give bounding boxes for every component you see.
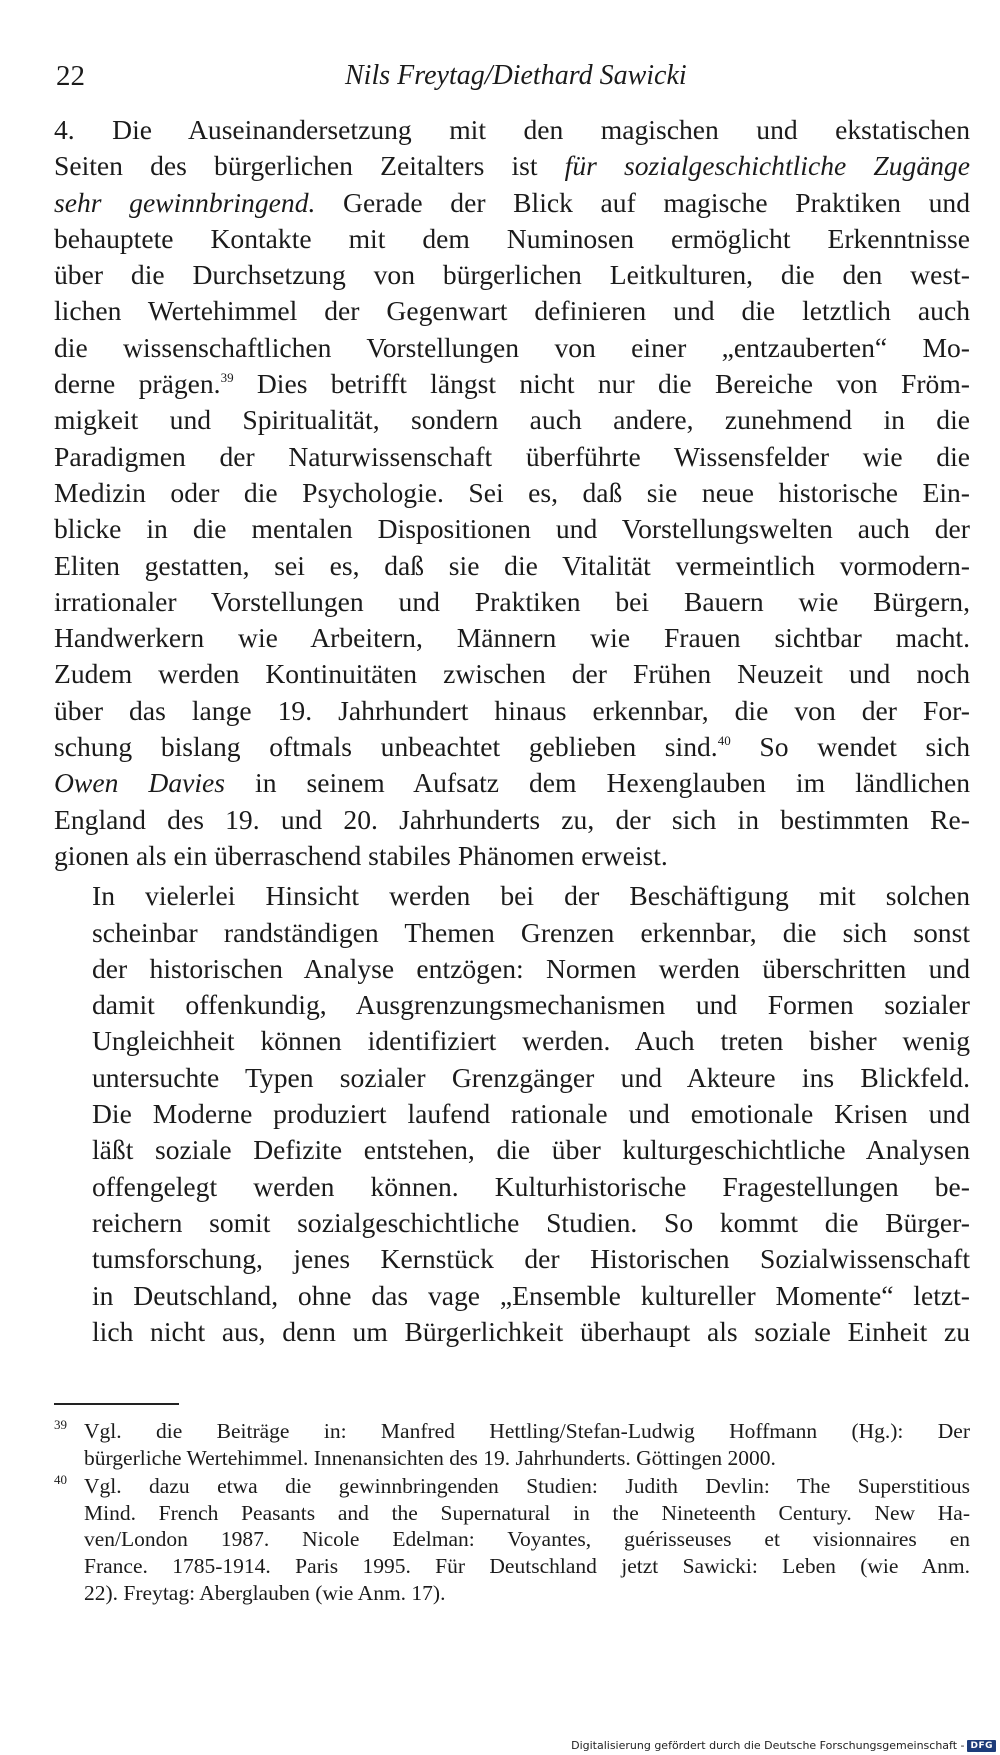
text-line: Paradigmen der Naturwissenschaft überführte Wissensfelder wie die (54, 440, 970, 472)
text-line: reichern somit sozialgeschichtliche Studien. So kommt die Bürger- (92, 1206, 970, 1238)
text-line: scheinbar randständigen Themen Grenzen erkennbar, die sich sonst (92, 916, 970, 948)
text-line: Zudem werden Kontinuitäten zwischen der Frühen Neuzeit und noch (54, 658, 970, 690)
text-line: blicke in die mentalen Dispositionen und Vorstellungswelten auch der (54, 513, 970, 545)
footnote-ref[interactable]: 40 (717, 733, 731, 749)
text-line: tumsforschung, jenes Kernstück der Historischen Sozialwissenschaft (92, 1243, 970, 1275)
text-line: läßt soziale Defizite entstehen, die über kulturgeschichtliche Analysen (92, 1134, 970, 1166)
page-number: 22 (56, 60, 85, 92)
text-line: offengelegt werden können. Kulturhistorische Fragestellungen be- (92, 1170, 970, 1202)
footnote-40 (54, 1473, 970, 1606)
emphasis: sehr gewinnbringend. (54, 186, 316, 218)
dfg-logo: DFG (967, 1740, 996, 1752)
paragraph-2 (54, 878, 970, 1350)
text-line (54, 366, 970, 402)
text-line: Eliten gestatten, sei es, daß sie die Vitalität vermeintlich vormodern- (54, 549, 970, 581)
footnote-number: 40 (54, 1472, 67, 1488)
text-line: In vielerlei Hinsicht werden bei der Beschäftigung mit solchen (92, 880, 970, 912)
author-name: Owen Davies (54, 767, 226, 799)
text-segment: Gerade der Blick auf magische Praktiken und (315, 186, 970, 218)
text-line: 4. Die Auseinandersetzung mit den magischen und ekstatischen (54, 114, 970, 145)
text-line (54, 729, 970, 765)
text-line: lich nicht aus, denn um Bürgerlichkeit überhaupt als soziale Einheit zu (92, 1315, 970, 1347)
text-line: damit offenkundig, Ausgrenzungsmechanismen und Formen sozialer (92, 989, 970, 1021)
text-line: über die Durchsetzung von bürgerlichen Leitkulturen, die den west- (54, 259, 970, 291)
text-line: die wissenschaftlichen Vorstellungen von einer „entzauberten“ Mo- (54, 331, 970, 363)
text-line: behauptete Kontakte mit dem Numinosen ermöglicht Erkenntnisse (54, 222, 970, 254)
text-segment: Dies betrifft längst nicht nur die Bereiche von Fröm- (233, 368, 970, 400)
text-line (54, 148, 970, 184)
footnotes (54, 1418, 970, 1608)
footnote-line: Vgl. die Beiträge in: Manfred Hettling/Stefan-Ludwig Hoffmann (Hg.): Der (84, 1419, 970, 1443)
text-line: Ungleichheit können identifiziert werden. Auch treten bisher wenig (92, 1025, 970, 1057)
text-line: lichen Wertehimmel der Gegenwart definieren und die letztlich auch (54, 295, 970, 327)
text-segment: schung bislang oftmals unbeachtet geblieben sind. (54, 731, 718, 763)
text-line: untersuchte Typen sozialer Grenzgänger und Akteure ins Blickfeld. (92, 1061, 970, 1093)
footnote-separator (54, 1403, 179, 1405)
footnote-number: 39 (54, 1417, 67, 1432)
footnote-line: Vgl. dazu etwa die gewinnbringenden Studien: Judith Devlin: The Superstitious (84, 1474, 970, 1499)
credit-text: Digitalisierung gefördert durch die Deutsche Forschungsgemeinschaft - (571, 1739, 965, 1752)
text-line: über das lange 19. Jahrhundert hinaus erkennbar, die von der For- (54, 694, 970, 726)
text-segment: in seinem Aufsatz dem Hexenglauben im ländlichen (225, 767, 970, 799)
footnote-line: France. 1785-1914. Paris 1995. Für Deutschland jetzt Sawicki: Leben (wie Anm. (84, 1553, 970, 1578)
text-line: Medizin oder die Psychologie. Sei es, daß sie neue historische Ein- (54, 476, 970, 508)
text-line: Die Moderne produziert laufend rationale und emotionale Krisen und (92, 1098, 970, 1130)
text-line: in Deutschland, ohne das vage „Ensemble kultureller Momente“ letzt- (92, 1279, 970, 1311)
text-segment: derne prägen. (54, 368, 221, 400)
text-line: gionen als ein überraschend stabiles Phänomen erweist. (54, 839, 668, 871)
paragraph-1 (54, 112, 970, 874)
emphasis: für sozialgeschichtliche Zugänge (537, 150, 970, 182)
running-head: Nils Freytag/Diethard Sawicki (345, 60, 687, 91)
footnote-line: ven/London 1987. Nicole Edelman: Voyantes, guérisseuses et visionnaires en (84, 1527, 970, 1552)
text-line: migkeit und Spiritualität, sondern auch andere, zunehmend in die (54, 404, 970, 436)
text-line: Handwerkern wie Arbeitern, Männern wie Frauen sichtbar macht. (54, 622, 970, 654)
text-line (54, 765, 970, 801)
main-text (54, 112, 970, 1350)
text-line (54, 185, 970, 221)
text-segment: So wendet sich (730, 731, 970, 763)
text-line: der historischen Analyse entzögen: Normen werden überschritten und (92, 952, 970, 984)
footnote-line: Mind. French Peasants and the Supernatural in the Nineteenth Century. New Ha- (84, 1500, 970, 1525)
footnote-line: bürgerliche Wertehimmel. Innenansichten des 19. Jahrhunderts. Göttingen 2000. (84, 1445, 776, 1470)
digitization-credit (571, 1739, 996, 1752)
footnote-line: 22). Freytag: Aberglauben (wie Anm. 17). (84, 1580, 446, 1605)
text-line: irrationaler Vorstellungen und Praktiken bei Bauern wie Bürgern, (54, 585, 970, 617)
text-segment: Seiten des bürgerlichen Zeitalters ist (54, 150, 538, 182)
text-line: England des 19. und 20. Jahrhunderts zu, der sich in bestimmten Re- (54, 803, 970, 835)
footnote-ref[interactable]: 39 (220, 370, 234, 386)
footnote-39 (54, 1418, 970, 1471)
